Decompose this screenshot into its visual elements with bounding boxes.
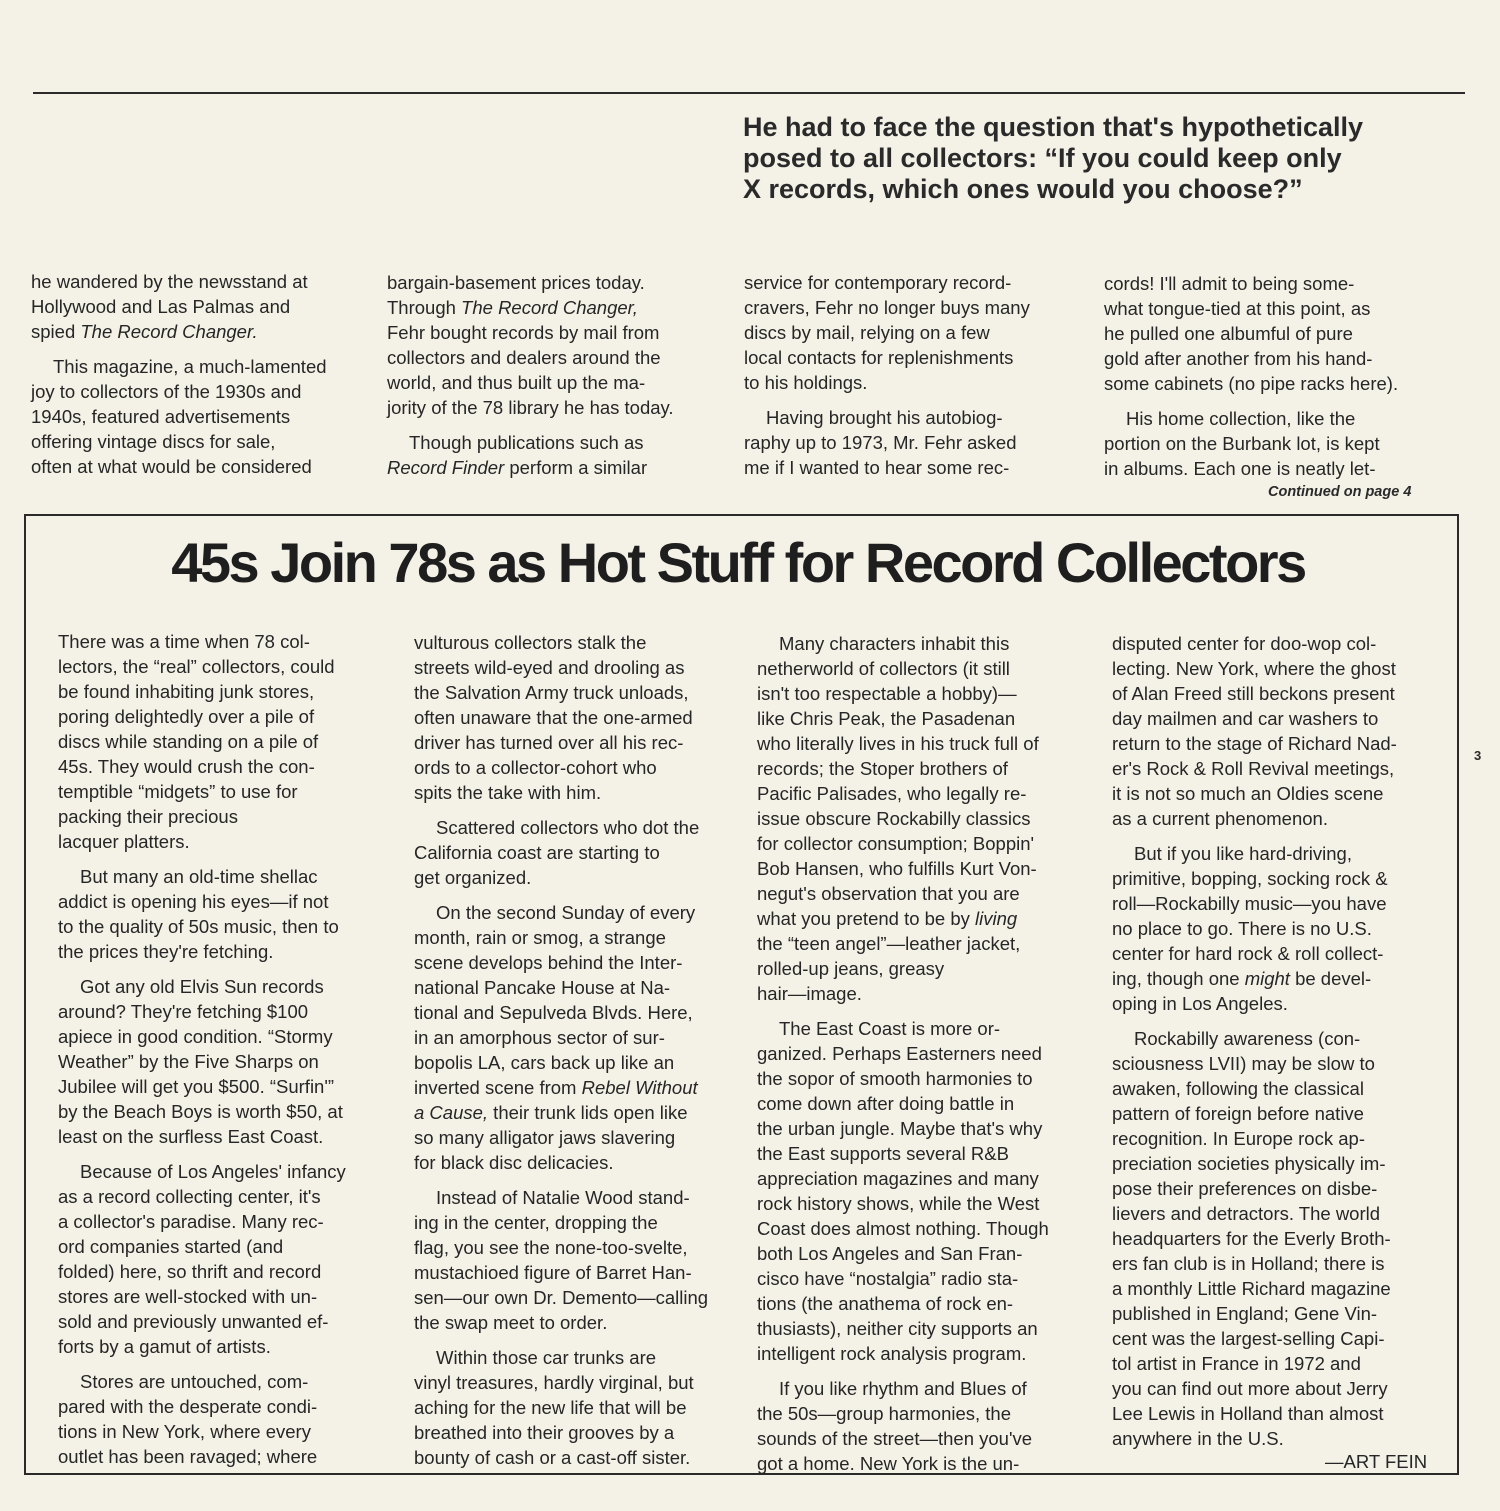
text-line: This magazine, a much-lamented [53,356,327,377]
text-line: month, rain or smog, a strange [414,927,666,948]
text-line: 1940s, featured advertisements [31,406,291,427]
text-line: be found inhabiting junk stores, [58,681,315,702]
text-line: some cabinets (no pipe racks here). [1104,373,1399,394]
paragraph [414,630,754,805]
sidebar-headline: 45s Join 78s as Hot Stuff for Record Collectors [171,531,1305,594]
text-line: But many an old-time shellac [80,866,318,887]
text-line: Fehr bought records by mail from [387,322,660,343]
text-line: Pacific Palisades, who legally re- [757,783,1027,804]
emphasis: might [1244,968,1290,989]
top-article-column-1 [31,269,371,489]
text-line: lectors, the “real” collectors, could [58,656,335,677]
text-line: tions in New York, where every [58,1421,311,1442]
text-line: day mailmen and car washers to [1112,708,1379,729]
paragraph [387,270,727,420]
text-line: outlet has been ravaged; where [58,1446,318,1467]
text-line: a collector's paradise. Many rec- [58,1211,324,1232]
text-line: streets wild-eyed and drooling as [414,657,685,678]
paragraph [1104,271,1449,396]
top-article-column-3 [744,270,1084,490]
text-line: what you pretend to be by living [757,908,1018,929]
text-line: roll—Rockabilly music—you have [1112,893,1387,914]
text-line: often unaware that the one-armed [414,707,693,728]
page-number: 3 [1474,748,1482,763]
text-line: stores are well-stocked with un- [58,1286,318,1307]
text-line: aching for the new life that will be [414,1397,687,1418]
text-line: by the Beach Boys is worth $50, at [58,1101,343,1122]
pull-quote-line: He had to face the question that's hypothetically [743,112,1364,142]
text-line: spied The Record Changer. [31,321,258,342]
text-line: oping in Los Angeles. [1112,993,1288,1014]
text-line: tional and Sepulveda Blvds. Here, [414,1002,693,1023]
text-line: tol artist in France in 1972 and [1112,1353,1361,1374]
text-line: joy to collectors of the 1930s and [31,381,302,402]
text-line: Rockabilly awareness (con- [1134,1028,1361,1049]
emphasis: living [975,908,1018,929]
text-line: appreciation magazines and many [757,1168,1039,1189]
paragraph [414,815,754,890]
text-line: as a current phenomenon. [1112,808,1328,829]
text-line: ing, though one might be devel- [1112,968,1372,989]
text-line: sen—our own Dr. Demento—calling [414,1287,709,1308]
paragraph [744,405,1084,480]
text-line: it is not so much an Oldies scene [1112,783,1384,804]
text-line: Having brought his autobiog- [766,407,1003,428]
text-line: records; the Stoper brothers of [757,758,1008,779]
text-line: scene develops behind the Inter- [414,952,683,973]
text-line: offering vintage discs for sale, [31,431,276,452]
text-line: Lee Lewis in Holland than almost [1112,1403,1384,1424]
text-line: the swap meet to order. [414,1312,608,1333]
text-line: cravers, Fehr no longer buys many [744,297,1030,318]
text-line: issue obscure Rockabilly classics [757,808,1031,829]
text-line: If you like rhythm and Blues of [779,1378,1027,1399]
text-line: the prices they're fetching. [58,941,274,962]
text-line: rock history shows, while the West [757,1193,1040,1214]
text-line: Jubilee will get you $500. “Surfin'” [58,1076,335,1097]
text-line: discs by mail, relying on a few [744,322,990,343]
text-line: er's Rock & Roll Revival meetings, [1112,758,1395,779]
paragraph [1112,1026,1452,1451]
text-line: Because of Los Angeles' infancy [80,1161,346,1182]
text-line: to the quality of 50s music, then to [58,916,339,937]
text-line: cords! I'll admit to being some- [1104,273,1355,294]
text-line: come down after doing battle in [757,1093,1015,1114]
pull-quote [743,112,1443,205]
paragraph [1112,631,1452,831]
text-line: a Cause, their trunk lids open like [414,1102,688,1123]
magazine-title: The Record Changer, [461,297,638,318]
text-line: lacquer platters. [58,831,190,852]
top-article-column-4 [1104,271,1449,491]
text-line: he wandered by the newsstand at [31,271,308,292]
text-line: mustachioed figure of Barret Han- [414,1262,692,1283]
text-line: driver has turned over all his rec- [414,732,684,753]
text-line: hair—image. [757,983,862,1004]
text-line: Though publications such as [409,432,644,453]
paragraph [757,631,1097,1006]
text-line: spits the take with him. [414,782,602,803]
text-line: collectors and dealers around the [387,347,661,368]
text-line: cent was the largest-selling Capi- [1112,1328,1385,1349]
text-line: tions (the anathema of rock en- [757,1293,1014,1314]
film-title: a Cause, [414,1102,489,1123]
text-line: lievers and detractors. The world [1112,1203,1381,1224]
text-line: lecting. New York, where the ghost [1112,658,1396,679]
top-rule [33,92,1465,94]
text-line: Weather” by the Five Sharps on [58,1051,319,1072]
text-line: both Los Angeles and San Fran- [757,1243,1023,1264]
text-line: service for contemporary record- [744,272,1012,293]
text-line: least on the surfless East Coast. [58,1126,324,1147]
author-byline: —ART FEIN [1325,1451,1428,1472]
text-line: Through The Record Changer, [387,297,638,318]
text-line: Scattered collectors who dot the [436,817,700,838]
text-line: the 50s—group harmonies, the [757,1403,1012,1424]
text-line: often at what would be considered [31,456,312,477]
text-line: forts by a gamut of artists. [58,1336,271,1357]
text-line: negut's observation that you are [757,883,1020,904]
text-line: The East Coast is more or- [779,1018,1001,1039]
sidebar-column-4 [1112,631,1452,1461]
text-line: Got any old Elvis Sun records [80,976,324,997]
text-line: like Chris Peak, the Pasadenan [757,708,1016,729]
text-line: Many characters inhabit this [779,633,1010,654]
text-line: portion on the Burbank lot, is kept [1104,433,1380,454]
text-line: 45s. They would crush the con- [58,756,315,777]
text-line: me if I wanted to hear some rec- [744,457,1010,478]
text-line: around? They're fetching $100 [58,1001,309,1022]
text-line: pattern of foreign before native [1112,1103,1364,1124]
text-line: Coast does almost nothing. Though [757,1218,1049,1239]
text-line: thusiasts), neither city supports an [757,1318,1038,1339]
paragraph [31,269,371,344]
text-line: you can find out more about Jerry [1112,1378,1388,1399]
text-line: the sopor of smooth harmonies to [757,1068,1033,1089]
text-line: discs while standing on a pile of [58,731,319,752]
text-line: sold and previously unwanted ef- [58,1311,329,1332]
text-line: return to the stage of Richard Nad- [1112,733,1397,754]
text-line: packing their precious [58,806,238,827]
text-line: who literally lives in his truck full of [757,733,1039,754]
text-line: headquarters for the Everly Broth- [1112,1228,1391,1249]
text-line: in albums. Each one is neatly let- [1104,458,1376,479]
text-line: disputed center for doo-wop col- [1112,633,1377,654]
text-line: apiece in good condition. “Stormy [58,1026,333,1047]
text-line: the East supports several R&B [757,1143,1009,1164]
text-line: poring delightedly over a pile of [58,706,315,727]
text-line: bopolis LA, cars back up like an [414,1052,675,1073]
text-line: vinyl treasures, hardly virginal, but [414,1372,694,1393]
text-line: rolled-up jeans, greasy [757,958,945,979]
text-line: the Salvation Army truck unloads, [414,682,689,703]
text-line: bargain-basement prices today. [387,272,645,293]
text-line: national Pancake House at Na- [414,977,671,998]
text-line: preciation societies physically im- [1112,1153,1386,1174]
text-line: His home collection, like the [1126,408,1356,429]
film-title: Rebel Without [581,1077,698,1098]
text-line: netherworld of collectors (it still [757,658,1010,679]
pull-quote-line: X records, which ones would you choose?” [743,174,1303,204]
text-line: awaken, following the classical [1112,1078,1364,1099]
text-line: published in England; Gene Vin- [1112,1303,1378,1324]
text-line: Record Finder perform a similar [387,457,648,478]
text-line: got a home. New York is the un- [757,1453,1020,1474]
paragraph [1112,841,1452,1016]
sidebar-column-2 [414,630,754,1480]
text-line: so many alligator jaws slavering [414,1127,676,1148]
paragraph [757,1016,1097,1366]
paragraph [31,354,371,479]
text-line: California coast are starting to [414,842,660,863]
text-line: the “teen angel”—leather jacket, [757,933,1021,954]
text-line: gold after another from his hand- [1104,348,1373,369]
text-line: get organized. [414,867,532,888]
text-line: as a record collecting center, it's [58,1186,321,1207]
text-line: pose their preferences on disbe- [1112,1178,1378,1199]
text-line: isn't too respectable a hobby)— [757,683,1017,704]
text-line: primitive, bopping, socking rock & [1112,868,1388,889]
text-line: ers fan club is in Holland; there is [1112,1253,1385,1274]
paragraph [414,1345,754,1470]
text-line: world, and thus built up the ma- [387,372,646,393]
text-line: recognition. In Europe rock ap- [1112,1128,1365,1149]
sidebar-column-3 [757,631,1097,1486]
paragraph [757,1376,1097,1476]
text-line: of Alan Freed still beckons present [1112,683,1395,704]
text-line: jority of the 78 library he has today. [387,397,674,418]
magazine-title: Record Finder [387,457,505,478]
text-line: bounty of cash or a cast-off sister. [414,1447,691,1468]
text-line: in an amorphous sector of sur- [414,1027,665,1048]
text-line: inverted scene from Rebel Without [414,1077,698,1098]
paragraph [58,974,398,1149]
text-line: intelligent rock analysis program. [757,1343,1027,1364]
paragraph [58,864,398,964]
pull-quote-line: posed to all collectors: “If you could keep only [743,143,1342,173]
text-line: vulturous collectors stalk the [414,632,647,653]
text-line: ords to a collector-cohort who [414,757,657,778]
text-line: But if you like hard-driving, [1134,843,1352,864]
text-line: On the second Sunday of every [436,902,696,923]
sidebar-column-1 [58,629,398,1479]
paragraph [387,430,727,480]
text-line: anywhere in the U.S. [1112,1428,1284,1449]
text-line: sounds of the street—then you've [757,1428,1033,1449]
text-line: addict is opening his eyes—if not [58,891,329,912]
text-line: the urban jungle. Maybe that's why [757,1118,1043,1139]
text-line: pared with the desperate condi- [58,1396,318,1417]
text-line: folded) here, so thrift and record [58,1261,322,1282]
text-line: a monthly Little Richard magazine [1112,1278,1391,1299]
text-line: Bob Hansen, who fulfills Kurt Von- [757,858,1037,879]
text-line: breathed into their grooves by a [414,1422,675,1443]
text-line: ing in the center, dropping the [414,1212,658,1233]
paragraph [744,270,1084,395]
paragraph [414,900,754,1175]
text-line: what tongue-tied at this point, as [1104,298,1371,319]
magazine-title: The Record Changer. [80,321,258,342]
text-line: for black disc delicacies. [414,1152,614,1173]
text-line: raphy up to 1973, Mr. Fehr asked [744,432,1017,453]
text-line: Stores are untouched, com- [80,1371,309,1392]
text-line: cisco have “nostalgia” radio sta- [757,1268,1019,1289]
paragraph [58,629,398,854]
text-line: Within those car trunks are [436,1347,657,1368]
text-line: to his holdings. [744,372,868,393]
continued-link[interactable]: Continued on page 4 [1268,484,1412,500]
text-line: no place to go. There is no U.S. [1112,918,1372,939]
text-line: ganized. Perhaps Easterners need [757,1043,1042,1064]
text-line: for collector consumption; Boppin' [757,833,1035,854]
paragraph [1104,406,1449,481]
text-line: he pulled one albumful of pure [1104,323,1353,344]
text-line: flag, you see the none-too-svelte, [414,1237,688,1258]
top-article-column-2 [387,270,727,490]
text-line: Hollywood and Las Palmas and [31,296,291,317]
text-line: ord companies started (and [58,1236,284,1257]
paragraph [58,1159,398,1359]
text-line: There was a time when 78 col- [58,631,310,652]
text-line: local contacts for replenishments [744,347,1014,368]
paragraph [58,1369,398,1469]
text-line: sciousness LVII) may be slow to [1112,1053,1375,1074]
text-line: temptible “midgets” to use for [58,781,298,802]
paragraph [414,1185,754,1335]
text-line: center for hard rock & roll collect- [1112,943,1384,964]
text-line: Instead of Natalie Wood stand- [436,1187,690,1208]
